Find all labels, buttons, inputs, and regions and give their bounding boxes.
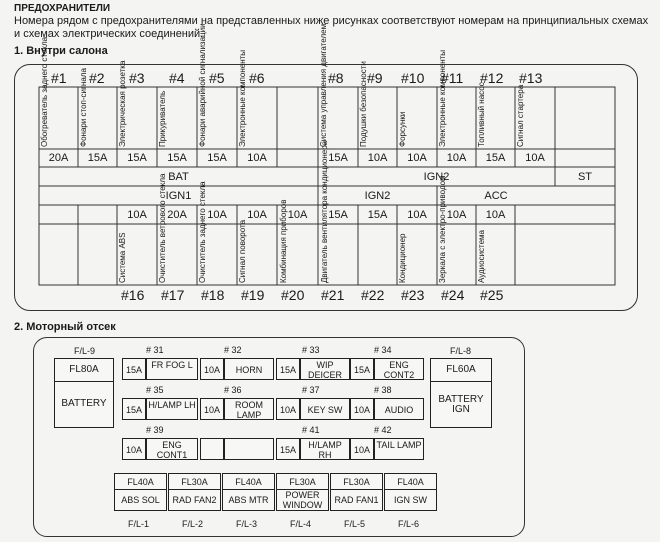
battery-block <box>54 358 114 428</box>
fuse-number-3: #3 <box>129 70 145 86</box>
fuse-label-8: Система управления двигателем <box>319 23 328 147</box>
fuse-name-38: AUDIO <box>384 405 414 415</box>
fuse-label-18: Очиститель заднего стекла <box>198 181 207 283</box>
fl6-code: F/L-6 <box>398 519 420 529</box>
fuse-label-20: Комбинация приборов <box>279 199 288 283</box>
fuse-amp-23: 10A <box>407 209 427 221</box>
fuse-number-39: # 39 <box>146 425 164 435</box>
fuse-name-box-38 <box>374 398 424 420</box>
fuse-label-5: Фонари аварийной сигнализации <box>198 23 207 147</box>
fuse-name-39: ENG CONT1 <box>156 440 188 460</box>
fuse-label-3: Электрическая розетка <box>118 60 127 147</box>
fuse-number-4: #4 <box>169 70 185 86</box>
fuse-name-31: FR FOG L <box>151 360 193 370</box>
fuse-name-33: WIP DEICER <box>307 360 342 380</box>
fuse-name-35: H/LAMP LH <box>148 400 196 410</box>
fusible-link-6 <box>384 473 437 511</box>
fuse-number-34: # 34 <box>374 345 392 355</box>
fuse-label-9: Подушки безопасности <box>359 61 368 147</box>
fuse-name-32: HORN <box>235 365 263 375</box>
fuse-name-box-41 <box>300 438 350 460</box>
fuse-amp-4: 15A <box>167 152 187 164</box>
fuse-name-box-34 <box>374 358 424 380</box>
fuse-label-25: Аудиосистема <box>477 229 486 283</box>
fuse-amp-box-34 <box>350 358 374 380</box>
fuse-name-box-35 <box>146 398 198 420</box>
power-st: ST <box>577 171 593 183</box>
fuse-label-17: Очиститель ветрового стекла <box>158 173 167 283</box>
fuse-number-20: #20 <box>281 287 305 303</box>
fuse-amp-box-40-empty <box>200 438 224 460</box>
fuse-amp-19: 10A <box>247 209 267 221</box>
fuse-name-box-40-empty <box>224 438 274 460</box>
fuse-name-box-37 <box>300 398 350 420</box>
fuse-amp-18: 10A <box>207 209 227 221</box>
fuse-name-34: ENG CONT2 <box>383 360 415 380</box>
fuse-amp-12: 15A <box>485 152 506 164</box>
engine-fuse-panel <box>33 337 525 537</box>
fl6-name: IGN SW <box>394 495 427 505</box>
fuse-name-box-36 <box>224 398 274 420</box>
fuse-number-41: # 41 <box>302 425 320 435</box>
fl9-name: BATTERY <box>61 398 107 409</box>
fuse-label-4: Прикуриватель <box>158 90 167 147</box>
fuse-label-6: Электронные компоненты <box>238 49 247 147</box>
fuse-number-18: #18 <box>201 287 225 303</box>
fuse-amp-box-32 <box>200 358 224 380</box>
fuse-number-38: # 38 <box>374 385 392 395</box>
fuse-label-2: Фонари стоп-сигнала <box>79 68 88 147</box>
fuse-number-22: #22 <box>361 287 385 303</box>
fuse-label-19: Сигнал поворота <box>238 219 247 283</box>
power-ign2-lower: IGN2 <box>364 190 391 202</box>
fl4-name: POWER WINDOW <box>282 490 323 510</box>
fl1-name: ABS SOL <box>121 495 160 505</box>
fuse-amp-box-31 <box>122 358 146 380</box>
fuse-number-12: #12 <box>480 70 504 86</box>
fuse-number-17: #17 <box>161 287 185 303</box>
fl2-amp: FL30A <box>181 477 208 487</box>
fuse-amp-25: 10A <box>485 209 506 221</box>
fl1-amp: FL40A <box>127 477 154 487</box>
fuse-label-10: Форсунки <box>398 111 407 147</box>
fuse-amp-box-41 <box>276 438 300 460</box>
fuse-number-6: #6 <box>249 70 265 86</box>
fusible-link-2 <box>168 473 221 511</box>
intro-text: Номера рядом с предохранителями на представленных ниже рисунках соответствуют номерам на принципиальных схемах и схемах электрических соединений. <box>14 15 649 40</box>
fl4-code: F/L-4 <box>290 519 312 529</box>
fuse-amp-21: 15A <box>328 209 348 221</box>
fuse-amp-2: 15A <box>87 152 108 164</box>
fuse-amp-box-39 <box>122 438 146 460</box>
fuse-amp-36: 10A <box>203 405 220 415</box>
fuse-amp-37: 10A <box>279 405 296 415</box>
fuse-name-box-33 <box>300 358 350 380</box>
fusible-link-4 <box>276 473 329 511</box>
fuse-amp-38: 10A <box>353 405 370 415</box>
fuse-number-10: #10 <box>401 70 425 86</box>
power-bat: BAT <box>168 171 189 183</box>
fuse-name-42: TAIL LAMP <box>376 440 422 450</box>
fuse-label-11: Электронные компоненты <box>438 49 447 147</box>
fusible-link-3 <box>222 473 275 511</box>
fuse-label-24: Зеркала с электро-приводом <box>438 175 447 283</box>
fuse-amp-22: 15A <box>367 209 388 221</box>
fuse-number-19: #19 <box>241 287 265 303</box>
fuse-number-36: # 36 <box>224 385 242 395</box>
fuse-label-1: Обогреватель заднего стекла <box>40 36 49 147</box>
fuse-amp-9: 10A <box>367 152 388 164</box>
fuse-amp-35: 15A <box>125 405 142 415</box>
page-title: ПРЕДОХРАНИТЕЛИ <box>14 3 111 14</box>
fuse-name-box-31 <box>146 358 198 380</box>
fl2-code: F/L-2 <box>182 519 204 529</box>
fuse-amp-5: 15A <box>207 152 227 164</box>
fusible-link-1 <box>114 473 167 511</box>
fuse-name-41: H/LAMP RH <box>308 440 342 460</box>
fuse-number-24: #24 <box>441 287 465 303</box>
fuse-name-box-42 <box>374 438 424 460</box>
fuse-number-32: # 32 <box>224 345 242 355</box>
fuse-amp-20: 10A <box>287 209 308 221</box>
fuse-amp-39: 10A <box>125 445 142 455</box>
fl3-code: F/L-3 <box>236 519 258 529</box>
fuse-number-37: # 37 <box>302 385 320 395</box>
fuse-amp-box-33 <box>276 358 300 380</box>
fl5-code: F/L-5 <box>344 519 366 529</box>
fuse-name-box-32 <box>224 358 274 380</box>
fuse-number-21: #21 <box>321 287 345 303</box>
fusible-link-5 <box>330 473 383 511</box>
fuse-number-1: #1 <box>51 70 67 86</box>
fuse-amp-32: 10A <box>203 365 220 375</box>
fl9-code: F/L-9 <box>74 346 96 356</box>
fuse-number-25: #25 <box>480 287 504 303</box>
fuse-amp-3: 15A <box>127 152 147 164</box>
fuse-number-13: #13 <box>519 70 543 86</box>
fuse-amp-6: 10A <box>247 152 267 164</box>
fl5-amp: FL30A <box>343 477 370 487</box>
power-ign1: IGN1 <box>165 190 192 202</box>
fl8-amp: FL60A <box>446 364 476 375</box>
fl8-name: BATTERY IGN <box>438 394 484 415</box>
fl3-amp: FL40A <box>235 477 262 487</box>
fl9-amp: FL80A <box>69 364 99 375</box>
fuse-number-23: #23 <box>401 287 425 303</box>
fuse-label-13: Сигнал стартера <box>516 84 525 147</box>
fuse-label-23: Кондиционер <box>398 233 407 283</box>
fl2-name: RAD FAN2 <box>172 495 217 505</box>
fuse-name-37: KEY SW <box>307 405 343 415</box>
fl8-code: F/L-8 <box>450 346 472 356</box>
fuse-name-36: ROOM LAMP <box>235 400 263 420</box>
fuse-amp-13: 10A <box>525 152 545 164</box>
fuse-amp-41: 15A <box>279 445 296 455</box>
fl3-name: ABS MTR <box>228 495 269 505</box>
fuse-label-16: Система ABS <box>118 232 127 283</box>
fuse-amp-8: 15A <box>328 152 348 164</box>
fuse-amp-box-35 <box>122 398 146 420</box>
fuse-amp-34: 15A <box>353 365 370 375</box>
fuse-number-35: # 35 <box>146 385 164 395</box>
fuse-amp-11: 10A <box>446 152 467 164</box>
fuse-amp-box-38 <box>350 398 374 420</box>
fuse-amp-24: 10A <box>446 209 467 221</box>
engine-heading: 2. Моторный отсек <box>14 321 116 333</box>
fuse-amp-16: 10A <box>127 209 147 221</box>
fuse-number-5: #5 <box>209 70 225 86</box>
fuse-number-33: # 33 <box>302 345 320 355</box>
fl4-amp: FL30A <box>289 477 316 487</box>
battery-ign-block <box>430 358 492 428</box>
fuse-number-8: #8 <box>328 70 344 86</box>
fuse-number-2: #2 <box>89 70 105 86</box>
fuse-number-31: # 31 <box>146 345 164 355</box>
fuse-amp-box-42 <box>350 438 374 460</box>
power-ign2: IGN2 <box>423 171 450 183</box>
fuse-amp-42: 10A <box>353 445 370 455</box>
fl6-amp: FL40A <box>397 477 424 487</box>
fuse-amp-17: 20A <box>167 209 187 221</box>
fuse-number-11: #11 <box>441 70 464 86</box>
fl1-code: F/L-1 <box>128 519 150 529</box>
fuse-amp-33: 15A <box>279 365 296 375</box>
fuse-amp-10: 10A <box>407 152 427 164</box>
fuse-number-42: # 42 <box>374 425 392 435</box>
fuse-amp-1: 20A <box>48 152 69 164</box>
fuse-label-21: Двигатель вентилятора кондиционера <box>320 140 329 283</box>
cabin-heading: 1. Внутри салона <box>14 45 108 57</box>
fuse-number-16: #16 <box>121 287 145 303</box>
fuse-number-9: #9 <box>367 70 383 86</box>
power-acc: ACC <box>484 190 508 202</box>
fuse-amp-box-37 <box>276 398 300 420</box>
fuse-name-box-39 <box>146 438 198 460</box>
fuse-label-12: Топливный насос <box>477 82 486 147</box>
fuse-amp-31: 15A <box>125 365 142 375</box>
fl5-name: RAD FAN1 <box>334 495 379 505</box>
fuse-amp-box-36 <box>200 398 224 420</box>
